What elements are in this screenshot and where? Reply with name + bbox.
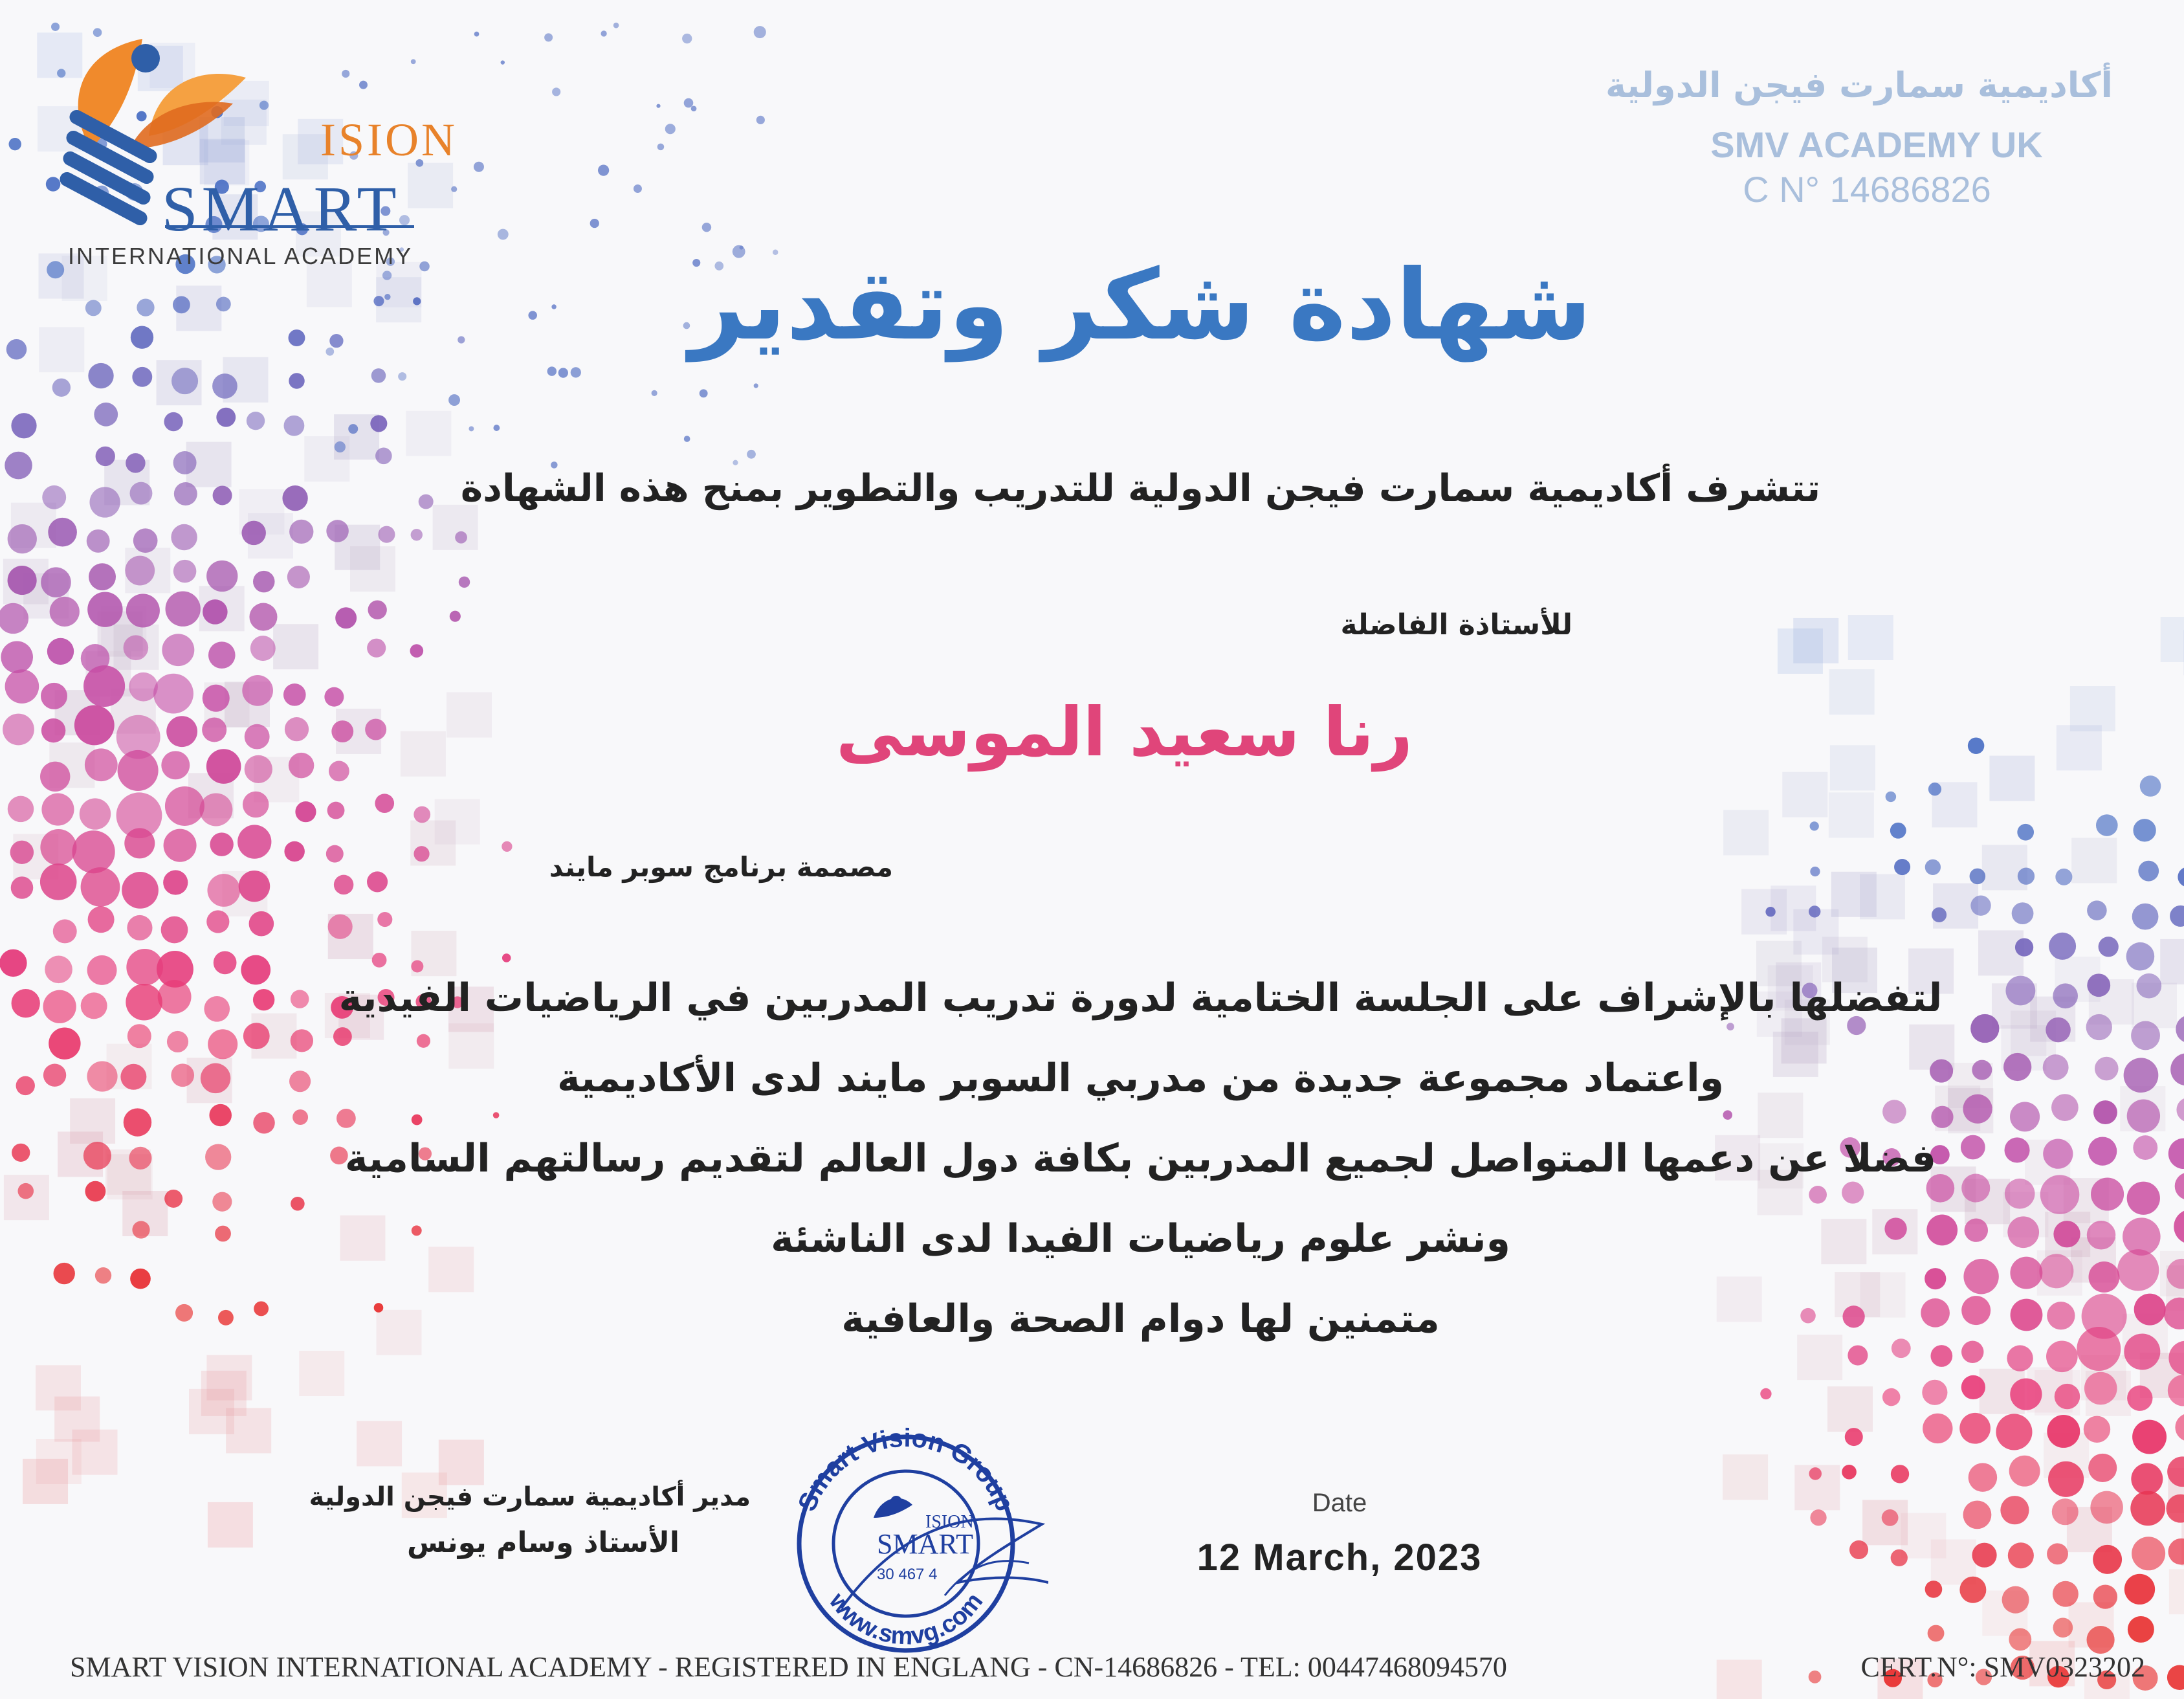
background-dot bbox=[375, 794, 394, 813]
background-dot bbox=[1928, 1625, 1945, 1642]
background-dot bbox=[1932, 907, 1947, 922]
background-dot bbox=[203, 599, 228, 625]
background-dot bbox=[1923, 1414, 1952, 1443]
background-dot bbox=[1810, 1509, 1826, 1526]
background-dot bbox=[613, 23, 619, 28]
background-dot bbox=[2130, 1491, 2165, 1526]
background-dot bbox=[598, 165, 609, 176]
recipient-salutation: للأستاذة الفاضلة bbox=[1340, 608, 1572, 641]
background-dot bbox=[368, 601, 387, 619]
background-dot bbox=[132, 367, 152, 387]
stamp-inner-vision: ISION bbox=[925, 1512, 974, 1532]
background-dot bbox=[287, 566, 310, 588]
background-dot bbox=[40, 829, 76, 865]
footer-certificate-number: CERT.N°: SMV0323202 bbox=[1860, 1651, 2145, 1683]
background-dot bbox=[2124, 1574, 2155, 1605]
recipient-name: رنا سعيد الموسى bbox=[835, 693, 1413, 772]
background-dot bbox=[8, 138, 21, 150]
background-dot bbox=[370, 415, 387, 432]
logo-smart-text: SMART bbox=[162, 173, 401, 245]
background-dot bbox=[50, 597, 80, 627]
background-dot bbox=[161, 916, 188, 944]
background-dot bbox=[474, 162, 484, 172]
background-dot bbox=[80, 798, 111, 829]
background-dot bbox=[451, 186, 457, 192]
background-square bbox=[1982, 845, 2027, 890]
svg-text:www.smvg.com bbox=[823, 1588, 988, 1650]
background-square bbox=[1723, 1454, 1768, 1500]
background-square bbox=[435, 799, 480, 845]
background-dot bbox=[1959, 1577, 1986, 1603]
background-dot bbox=[371, 368, 386, 383]
background-dot bbox=[1882, 1509, 1899, 1526]
background-dot bbox=[166, 592, 201, 627]
background-dot bbox=[48, 518, 77, 547]
background-dot bbox=[601, 30, 606, 36]
background-dot bbox=[2170, 905, 2184, 927]
background-square bbox=[208, 1502, 253, 1548]
background-dot bbox=[2093, 1584, 2117, 1608]
background-dot bbox=[1882, 1388, 1901, 1406]
background-dot bbox=[2002, 1586, 2029, 1614]
background-dot bbox=[72, 830, 115, 873]
footer-registration: SMART VISION INTERNATIONAL ACADEMY - REGISTERED IN ENGLANG - CN-14686826 - TEL: 00447468094570 bbox=[70, 1651, 1507, 1683]
background-dot bbox=[1996, 1414, 2032, 1450]
background-dot bbox=[326, 845, 344, 863]
background-dot bbox=[2131, 1463, 2163, 1495]
background-dot bbox=[87, 529, 110, 553]
background-dot bbox=[414, 806, 430, 823]
background-dot bbox=[124, 635, 149, 660]
logo-subtitle: INTERNATIONAL ACADEMY bbox=[68, 243, 414, 269]
background-dot bbox=[171, 524, 197, 550]
background-dot bbox=[2132, 904, 2159, 930]
background-dot bbox=[11, 876, 34, 899]
background-dot bbox=[2009, 1456, 2040, 1487]
background-dot bbox=[216, 408, 236, 427]
stamp-inner-text: SMART bbox=[877, 1528, 973, 1560]
background-dot bbox=[249, 603, 277, 631]
background-dot bbox=[1891, 1465, 1909, 1483]
background-dot bbox=[377, 912, 392, 927]
background-dot bbox=[684, 436, 690, 442]
background-dot bbox=[2008, 1542, 2034, 1568]
background-dot bbox=[2053, 1617, 2073, 1638]
background-dot bbox=[53, 919, 77, 943]
background-dot bbox=[89, 563, 116, 590]
background-dot bbox=[665, 124, 676, 134]
stamp-seal bbox=[764, 1414, 1048, 1660]
background-dot bbox=[2049, 933, 2076, 960]
background-square bbox=[1829, 792, 1874, 838]
background-square bbox=[2071, 838, 2117, 883]
background-dot bbox=[411, 529, 423, 540]
background-square bbox=[433, 505, 478, 550]
background-dot bbox=[2018, 868, 2035, 885]
background-dot bbox=[289, 520, 313, 544]
background-dot bbox=[239, 871, 270, 902]
background-dot bbox=[206, 561, 237, 592]
background-dot bbox=[125, 556, 155, 586]
academy-company-number: C N° 14686826 bbox=[1743, 169, 1991, 210]
background-dot bbox=[326, 520, 349, 542]
background-square bbox=[273, 624, 318, 669]
background-dot bbox=[212, 373, 237, 399]
background-dot bbox=[2053, 1581, 2079, 1607]
background-dot bbox=[10, 841, 34, 864]
background-dot bbox=[253, 571, 274, 592]
background-dot bbox=[1765, 907, 1775, 916]
background-dot bbox=[552, 87, 560, 96]
date-value: 12 March, 2023 bbox=[1197, 1537, 1483, 1579]
background-dot bbox=[2088, 1454, 2117, 1482]
background-dot bbox=[11, 413, 36, 438]
director-signature-block bbox=[298, 1482, 751, 1559]
background-dot bbox=[284, 416, 305, 436]
background-dot bbox=[8, 796, 34, 822]
background-dot bbox=[87, 592, 122, 627]
background-dot bbox=[558, 368, 568, 377]
background-dot bbox=[81, 867, 120, 907]
background-dot bbox=[2010, 1378, 2042, 1410]
background-dot bbox=[88, 906, 115, 933]
academy-logo bbox=[52, 26, 458, 269]
background-dot bbox=[474, 32, 480, 37]
stamp-inner-number: 30 467 4 bbox=[877, 1566, 938, 1583]
background-dot bbox=[469, 426, 474, 431]
background-dot bbox=[335, 441, 346, 452]
background-dot bbox=[1849, 1540, 1868, 1559]
date-block bbox=[1165, 1489, 1514, 1579]
background-dot bbox=[450, 611, 461, 622]
background-dot bbox=[2099, 937, 2119, 957]
background-dot bbox=[2140, 775, 2161, 797]
background-dot bbox=[335, 607, 357, 628]
background-dot bbox=[2047, 1543, 2068, 1564]
background-square bbox=[1848, 615, 1893, 660]
background-dot bbox=[237, 825, 271, 858]
background-dot bbox=[756, 116, 765, 124]
background-dot bbox=[367, 639, 386, 658]
background-dot bbox=[2132, 1537, 2165, 1570]
background-dot bbox=[2132, 1420, 2167, 1454]
background-square bbox=[1778, 628, 1823, 674]
stamp-bottom-text: www.smvg.com bbox=[823, 1588, 989, 1650]
background-dot bbox=[1891, 1549, 1908, 1566]
academy-arabic-name: أكاديمية سمارت فيجن الدولية bbox=[1605, 65, 2113, 105]
background-dot bbox=[8, 524, 37, 553]
background-dot bbox=[40, 863, 77, 900]
background-dot bbox=[122, 872, 159, 909]
background-square bbox=[189, 1389, 234, 1434]
background-dot bbox=[2096, 814, 2118, 836]
stamp-outer-text: Smart Vision Group bbox=[792, 1423, 1020, 1516]
background-dot bbox=[2084, 1372, 2117, 1405]
background-dot bbox=[459, 577, 470, 588]
background-dot bbox=[1970, 869, 1986, 885]
background-dot bbox=[41, 794, 74, 826]
background-dot bbox=[1842, 1465, 1857, 1480]
date-label: Date bbox=[1312, 1489, 1367, 1517]
background-dot bbox=[173, 560, 197, 583]
background-dot bbox=[2052, 1498, 2079, 1525]
background-dot bbox=[1, 641, 33, 674]
background-dot bbox=[247, 412, 265, 430]
background-dot bbox=[1809, 1467, 1822, 1480]
background-dot bbox=[243, 792, 269, 818]
background-dot bbox=[1972, 1543, 1996, 1568]
background-dot bbox=[47, 638, 74, 665]
background-dot bbox=[1810, 821, 1819, 830]
background-dot bbox=[1928, 783, 1941, 795]
body-line: واعتماد مجموعة جديدة من مدربي السوبر مايند لدى الأكاديمية bbox=[557, 1056, 1725, 1101]
background-dot bbox=[1922, 1380, 1947, 1405]
background-dot bbox=[414, 846, 429, 861]
background-dot bbox=[2084, 1416, 2110, 1443]
background-dot bbox=[1963, 1500, 1992, 1529]
background-dot bbox=[378, 526, 395, 543]
background-dot bbox=[206, 910, 229, 933]
background-dot bbox=[1970, 895, 1991, 915]
background-dot bbox=[328, 915, 353, 939]
background-dot bbox=[295, 801, 316, 822]
background-dot bbox=[1760, 1388, 1771, 1399]
background-dot bbox=[682, 34, 692, 43]
body-line: متمنين لها دوام الصحة والعافية bbox=[841, 1296, 1440, 1342]
background-dot bbox=[210, 832, 233, 856]
background-dot bbox=[2000, 1496, 2029, 1524]
logo-vision-text: ISION bbox=[320, 114, 458, 166]
background-dot bbox=[544, 33, 553, 41]
background-dot bbox=[249, 911, 274, 937]
background-dot bbox=[410, 644, 424, 658]
certificate-body bbox=[0, 958, 2184, 1359]
background-dot bbox=[2090, 1491, 2123, 1524]
background-dot bbox=[250, 636, 276, 661]
background-square bbox=[2161, 617, 2184, 662]
background-dot bbox=[448, 394, 460, 406]
background-dot bbox=[375, 448, 392, 465]
background-square bbox=[72, 1430, 118, 1475]
background-dot bbox=[133, 528, 158, 553]
background-dot bbox=[199, 793, 232, 826]
background-dot bbox=[2017, 824, 2034, 841]
background-dot bbox=[2087, 900, 2107, 920]
background-dot bbox=[547, 366, 557, 375]
background-dot bbox=[124, 828, 155, 858]
background-dot bbox=[41, 567, 71, 597]
person-logo-icon bbox=[131, 44, 160, 72]
background-dot bbox=[1810, 867, 1820, 876]
academy-info bbox=[1530, 65, 2113, 210]
background-dot bbox=[1845, 1428, 1863, 1446]
director-name: الأستاذ وسام يونس bbox=[406, 1526, 679, 1559]
background-dot bbox=[754, 383, 758, 388]
background-dot bbox=[171, 368, 198, 394]
background-dot bbox=[501, 60, 505, 64]
footer bbox=[70, 1650, 2145, 1683]
background-dot bbox=[2168, 1538, 2184, 1565]
background-dot bbox=[571, 367, 581, 377]
background-dot bbox=[2009, 1628, 2031, 1651]
background-dot bbox=[2055, 1384, 2080, 1409]
background-dot bbox=[334, 875, 353, 894]
body-line: فضلا عن دعمها المتواصل لجميع المدربين بكافة دول العالم لتقديم رسالتهم السامية bbox=[344, 1136, 1937, 1181]
background-dot bbox=[634, 184, 642, 193]
background-dot bbox=[2167, 1665, 2184, 1690]
certificate-title: شهادة شكر وتقدير bbox=[689, 249, 1592, 362]
background-dot bbox=[702, 223, 711, 232]
background-dot bbox=[2138, 861, 2159, 882]
background-dot bbox=[2048, 1461, 2084, 1497]
background-dot bbox=[1969, 1463, 1997, 1491]
background-dot bbox=[2055, 869, 2072, 885]
background-dot bbox=[2175, 1413, 2184, 1441]
background-dot bbox=[2087, 1626, 2115, 1654]
background-dot bbox=[2128, 1616, 2154, 1643]
background-dot bbox=[289, 373, 304, 388]
background-dot bbox=[348, 424, 358, 434]
background-dot bbox=[241, 521, 265, 545]
background-dot bbox=[327, 802, 345, 819]
background-dot bbox=[493, 425, 500, 431]
background-dot bbox=[502, 841, 512, 852]
background-dot bbox=[2012, 902, 2034, 924]
background-dot bbox=[754, 26, 766, 38]
background-square bbox=[1723, 810, 1769, 855]
background-dot bbox=[656, 104, 660, 108]
background-dot bbox=[94, 403, 118, 427]
background-dot bbox=[2093, 1545, 2122, 1574]
background-dot bbox=[657, 144, 665, 151]
background-dot bbox=[1890, 823, 1906, 839]
background-dot bbox=[165, 786, 204, 826]
background-dot bbox=[162, 634, 194, 666]
background-dot bbox=[207, 874, 240, 907]
background-dot bbox=[1925, 1581, 1943, 1598]
background-dot bbox=[8, 566, 37, 595]
background-dot bbox=[498, 229, 509, 240]
background-dot bbox=[2178, 867, 2184, 887]
background-dot bbox=[164, 412, 182, 431]
background-dot bbox=[1809, 905, 1820, 917]
background-dot bbox=[2133, 819, 2156, 841]
background-dot bbox=[747, 450, 756, 459]
background-dot bbox=[590, 219, 599, 228]
background-square bbox=[1827, 1386, 1873, 1432]
background-dot bbox=[652, 390, 657, 396]
background-square bbox=[357, 1421, 402, 1466]
background-dot bbox=[691, 105, 697, 111]
background-dot bbox=[1886, 792, 1896, 802]
background-dot bbox=[700, 389, 708, 397]
background-dot bbox=[455, 531, 467, 544]
background-dot bbox=[2047, 1415, 2080, 1448]
background-dot bbox=[164, 829, 197, 862]
background-dot bbox=[398, 372, 406, 381]
background-square bbox=[2169, 1569, 2184, 1614]
background-dot bbox=[88, 363, 113, 388]
background-dot bbox=[284, 841, 304, 861]
body-line: لتفضلها بالإشراف على الجلسة الختامية لدورة تدريب المدربين في الرياضيات الفيدية bbox=[338, 975, 1943, 1021]
academy-english-name: SMV ACADEMY UK bbox=[1710, 124, 2043, 165]
background-dot bbox=[52, 379, 71, 397]
background-dot bbox=[208, 641, 236, 669]
background-dot bbox=[1894, 859, 1910, 875]
background-dot bbox=[2015, 938, 2033, 956]
background-dot bbox=[733, 460, 738, 465]
background-dot bbox=[367, 871, 388, 892]
background-dot bbox=[684, 98, 694, 108]
background-square bbox=[406, 411, 451, 456]
background-square bbox=[1782, 772, 1827, 817]
background-dot bbox=[163, 870, 188, 894]
background-dot bbox=[1959, 1413, 1991, 1444]
background-dot bbox=[126, 594, 160, 627]
honor-line: تتشرف أكاديمية سمارت فيجن الدولية للتدريب والتطوير بمنح هذه الشهادة bbox=[460, 466, 1821, 510]
background-dot bbox=[127, 915, 152, 940]
recipient-role: مصممة برنامج سوبر مايند bbox=[549, 851, 893, 883]
background-dot bbox=[1925, 860, 1941, 875]
body-line: ونشر علوم رياضيات الفيدا لدى الناشئة bbox=[771, 1216, 1510, 1261]
background-dot bbox=[1961, 1375, 1985, 1399]
background-dot bbox=[96, 447, 115, 466]
background-dot bbox=[2127, 1385, 2152, 1410]
director-role: مدير أكاديمية سمارت فيجن الدولية bbox=[309, 1482, 751, 1512]
